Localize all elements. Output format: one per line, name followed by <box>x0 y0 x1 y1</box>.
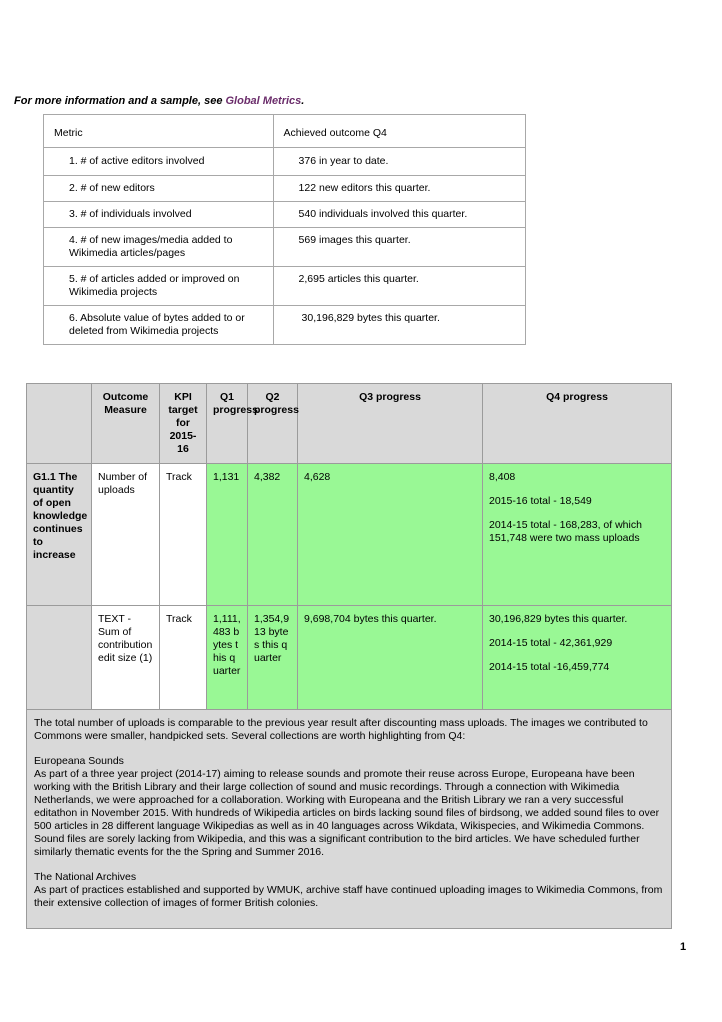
outcome-measure-header: Outcome Measure <box>92 384 160 464</box>
metric-header: Metric <box>44 115 274 148</box>
progress-table <box>26 383 672 929</box>
section-national-archives-body: As part of practices established and supported by WMUK, archive staff have continued uploading images to Wikimedia Commons, from their extensive collection of images of former British colonies. <box>34 884 663 909</box>
q1-cell: 1,131 <box>207 464 248 606</box>
q2-cell: 1,354,913 bytes this quarter <box>248 606 298 710</box>
outcome-cell: 122 new editors this quarter. <box>273 176 525 202</box>
q4-cell <box>483 606 672 710</box>
table-row <box>44 148 526 176</box>
q4-total-b: 2014-15 total -16,459,774 <box>489 661 610 673</box>
table-row <box>44 306 526 345</box>
table-row <box>44 228 526 267</box>
table-row <box>27 606 672 710</box>
outcome-header: Achieved outcome Q4 <box>273 115 525 148</box>
metric-cell: 5. # of articles added or improved on Wikimedia projects <box>44 267 274 306</box>
q1-cell: 1,111,483 bytes this quarter <box>207 606 248 710</box>
metric-cell: 6. Absolute value of bytes added to or deleted from Wikimedia projects <box>44 306 274 345</box>
q4-progress-header: Q4 progress <box>483 384 672 464</box>
table-row <box>27 464 672 606</box>
q4-total-2014-15: 2014-15 total - 168,283, of which 151,748 were two mass uploads <box>489 519 642 544</box>
outcome-cell: 30,196,829 bytes this quarter. <box>273 306 525 345</box>
metric-cell: 2. # of new editors <box>44 176 274 202</box>
goal-cell: G1.1 The quantity of open knowledge continues to increase <box>27 464 92 606</box>
section-national-archives-title: The National Archives <box>34 871 137 883</box>
table-row <box>44 176 526 202</box>
q4-value: 8,408 <box>489 471 516 483</box>
q2-cell: 4,382 <box>248 464 298 606</box>
q4-cell <box>483 464 672 606</box>
q1-progress-header: Q1 progress <box>207 384 248 464</box>
summary-intro: The total number of uploads is comparable to the previous year result after discounting mass uploads. The images we contributed to Commons were smaller, handpicked sets. Several collections are worth highlighting from Q4: <box>34 717 648 742</box>
measure-cell: Number of uploads <box>92 464 160 606</box>
intro-line <box>14 95 304 107</box>
kpi-target-header: KPI target for 2015-16 <box>160 384 207 464</box>
q4-total-a: 2014-15 total - 42,361,929 <box>489 637 613 649</box>
summary-cell <box>27 710 672 929</box>
outcome-cell: 376 in year to date. <box>273 148 525 176</box>
section-europeana-title: Europeana Sounds <box>34 755 124 767</box>
page-number: 1 <box>680 941 687 953</box>
section-europeana-body: As part of a three year project (2014-17) aiming to release sounds and promote their reuse across Europe, Europeana have been working with the British Library and their large collection of sound and music recordings. Through a connection with Wikimedia Netherlands, we were approached for a collaboration. Working with Europeana and the British Library we ran a very successful editathon in November 2015. With hundreds of Wikipedia articles on birds lacking sound files of birdsong, we added sound files to over 500 articles in 28 different language Wikipedias as well as in 40 languages across Wikdata, Wikispecies, and Wikimedia Commons. Sound files are sorely lacking from Wikipedia, and this was a significant contribution to the bird articles. We have scheduled further similarly thematic events for the the Spring and Summer 2016. <box>34 768 660 858</box>
summary-row <box>27 710 672 929</box>
q4-total-2015-16: 2015-16 total - 18,549 <box>489 495 592 507</box>
q2-progress-header: Q2 progress <box>248 384 298 464</box>
global-metrics-table <box>43 114 526 345</box>
metrics-header-row <box>44 115 526 148</box>
q4-value: 30,196,829 bytes this quarter. <box>489 613 628 625</box>
intro-period: . <box>301 95 305 107</box>
outcome-cell: 569 images this quarter. <box>273 228 525 267</box>
progress-header-row <box>27 384 672 464</box>
kpi-cell: Track <box>160 606 207 710</box>
kpi-cell: Track <box>160 464 207 606</box>
empty-header <box>27 384 92 464</box>
outcome-cell: 2,695 articles this quarter. <box>273 267 525 306</box>
q3-cell: 4,628 <box>298 464 483 606</box>
q3-cell: 9,698,704 bytes this quarter. <box>298 606 483 710</box>
table-row <box>44 202 526 228</box>
metric-cell: 1. # of active editors involved <box>44 148 274 176</box>
metric-cell: 4. # of new images/media added to Wikimedia articles/pages <box>44 228 274 267</box>
table-row <box>44 267 526 306</box>
measure-cell: TEXT - Sum of contribution edit size (1) <box>92 606 160 710</box>
intro-text: For more information and a sample, see <box>14 95 226 107</box>
outcome-cell: 540 individuals involved this quarter. <box>273 202 525 228</box>
q3-progress-header: Q3 progress <box>298 384 483 464</box>
metric-cell: 3. # of individuals involved <box>44 202 274 228</box>
global-metrics-link[interactable]: Global Metrics <box>225 95 302 107</box>
goal-cell-empty <box>27 606 92 710</box>
